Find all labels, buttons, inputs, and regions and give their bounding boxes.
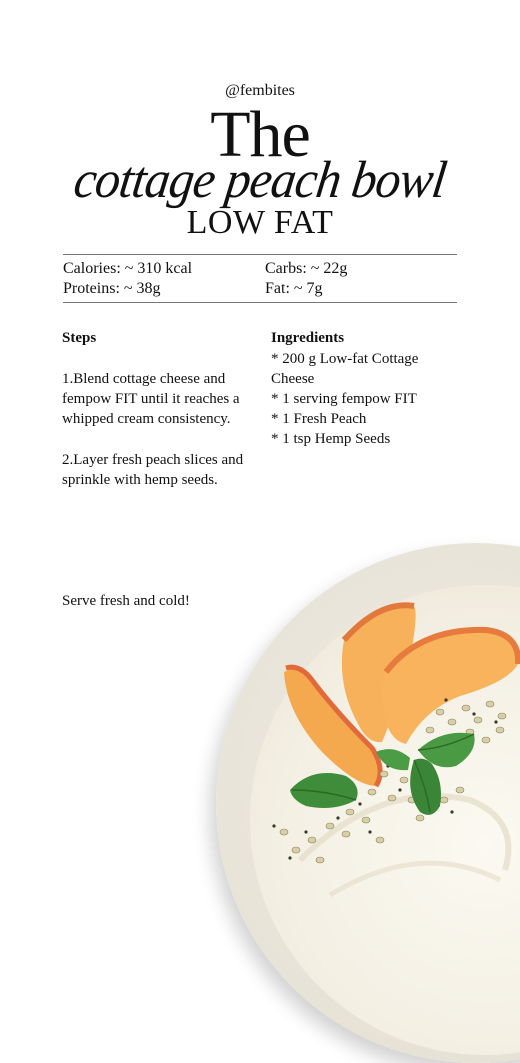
steps-title: Steps [62,330,97,346]
ingredient-item: * 1 tsp Hemp Seeds [271,431,391,447]
carbs-stat: Carbs: ~ 22g [265,260,348,277]
ingredient-item: * 200 g Low-fat Cottage Cheese [271,351,419,387]
handle: @fembites [225,82,295,99]
calories-stat: Calories: ~ 310 kcal [63,260,193,277]
serve-note: Serve fresh and cold! [62,593,190,609]
fat-stat: Fat: ~ 7g [265,280,323,297]
step-2: 2.Layer fresh peach slices and sprinkle with hemp seeds. [62,452,244,488]
title-low-fat: LOW FAT [186,204,334,241]
ingredient-item: * 1 serving fempow FIT [271,391,417,407]
title-script: cottage peach bowl [70,149,450,209]
step-1: 1.Blend cottage cheese and fempow FIT until it reaches a whipped cream consistency. [62,371,240,427]
ingredient-item: * 1 Fresh Peach [271,411,367,427]
proteins-stat: Proteins: ~ 38g [63,280,161,297]
ingredients-title: Ingredients [271,330,345,346]
title-the: The [210,98,310,171]
